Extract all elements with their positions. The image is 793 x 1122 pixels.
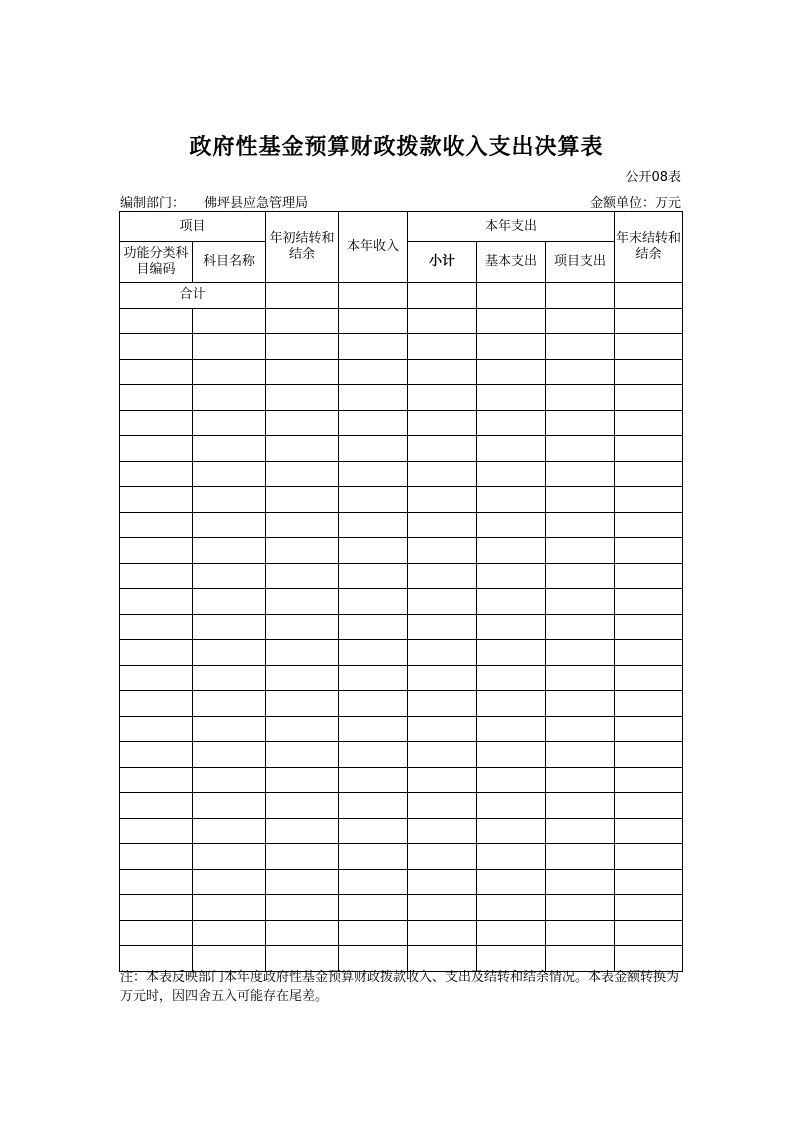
table-cell [120, 716, 193, 742]
table-cell [477, 716, 546, 742]
table-cell [266, 869, 339, 895]
table-cell [339, 538, 408, 564]
table-cell [546, 844, 615, 870]
table-cell [615, 844, 683, 870]
table-row [120, 665, 683, 691]
table-cell [120, 334, 193, 360]
table-cell [546, 436, 615, 462]
table-row [120, 334, 683, 360]
department-label: 编制部门： [120, 196, 186, 211]
table-cell [546, 589, 615, 615]
amount-unit: 金额单位：万元 [589, 196, 681, 211]
header-basic-expense: 基本支出 [477, 242, 546, 283]
header-project: 项目 [120, 212, 266, 242]
table-cell [193, 869, 266, 895]
table-cell [546, 869, 615, 895]
table-cell [408, 512, 477, 538]
table-cell [477, 793, 546, 819]
table-cell [266, 767, 339, 793]
table-cell [477, 436, 546, 462]
table-cell [193, 563, 266, 589]
table-cell [615, 614, 683, 640]
table-cell [339, 512, 408, 538]
table-cell [120, 844, 193, 870]
table-cell [266, 640, 339, 666]
table-cell [408, 589, 477, 615]
table-cell [193, 742, 266, 768]
table-cell [408, 563, 477, 589]
table-cell [408, 385, 477, 411]
table-cell [120, 538, 193, 564]
table-cell [193, 359, 266, 385]
table-cell [477, 665, 546, 691]
table-cell [615, 869, 683, 895]
table-cell [339, 869, 408, 895]
table-cell [615, 920, 683, 946]
table-cell [615, 589, 683, 615]
table-cell [477, 895, 546, 921]
table-cell [120, 920, 193, 946]
table-cell [193, 920, 266, 946]
table-row [120, 640, 683, 666]
table-cell [408, 461, 477, 487]
table-cell [120, 461, 193, 487]
table-cell [477, 742, 546, 768]
header-subtotal: 小计 [408, 242, 477, 283]
table-cell [615, 385, 683, 411]
table-cell [339, 614, 408, 640]
table-cell [477, 334, 546, 360]
table-row [120, 818, 683, 844]
table-cell [477, 920, 546, 946]
table-cell [546, 793, 615, 819]
table-row [120, 869, 683, 895]
table-cell [546, 385, 615, 411]
table-cell [477, 589, 546, 615]
table-cell [193, 793, 266, 819]
table-cell [546, 359, 615, 385]
table-cell [266, 895, 339, 921]
table-cell [408, 665, 477, 691]
table-cell [546, 512, 615, 538]
table-cell [477, 563, 546, 589]
header-begin-balance: 年初结转和结余 [266, 212, 339, 283]
table-cell [266, 614, 339, 640]
table-cell [477, 461, 546, 487]
table-cell [120, 512, 193, 538]
table-cell [193, 716, 266, 742]
page-title: 政府性基金预算财政拨款收入支出决算表 [189, 135, 604, 160]
table-cell [477, 614, 546, 640]
table-cell [193, 895, 266, 921]
table-cell [193, 512, 266, 538]
table-row [120, 385, 683, 411]
table-cell [546, 742, 615, 768]
table-cell [408, 793, 477, 819]
table-cell [266, 844, 339, 870]
table-cell [120, 436, 193, 462]
table-cell [193, 589, 266, 615]
fund-budget-table [119, 211, 683, 972]
table-cell [615, 691, 683, 717]
table-cell [193, 691, 266, 717]
table-cell [339, 895, 408, 921]
table-cell [266, 410, 339, 436]
table-cell [339, 487, 408, 513]
table-cell [408, 767, 477, 793]
table-cell [193, 334, 266, 360]
table-row [120, 308, 683, 334]
table-cell [339, 665, 408, 691]
table-cell [477, 767, 546, 793]
table-cell [120, 563, 193, 589]
table-cell [266, 385, 339, 411]
table-cell [546, 614, 615, 640]
table-cell [615, 793, 683, 819]
table-cell [546, 895, 615, 921]
table-cell [615, 308, 683, 334]
header-project-expense: 项目支出 [546, 242, 615, 283]
table-cell [120, 640, 193, 666]
table-cell [408, 844, 477, 870]
table-cell [266, 716, 339, 742]
table-cell [408, 538, 477, 564]
form-number: 公开08表 [625, 170, 681, 185]
table-cell [546, 461, 615, 487]
table-cell [615, 512, 683, 538]
table-cell [615, 410, 683, 436]
table-cell [408, 869, 477, 895]
table-cell [408, 691, 477, 717]
table-cell [408, 716, 477, 742]
table-cell [339, 767, 408, 793]
table-cell [477, 512, 546, 538]
table-row [120, 410, 683, 436]
total-cell [477, 283, 546, 309]
table-row [120, 461, 683, 487]
total-cell [339, 283, 408, 309]
table-cell [120, 385, 193, 411]
table-cell [120, 691, 193, 717]
table-cell [193, 461, 266, 487]
table-cell [546, 538, 615, 564]
table-cell [193, 767, 266, 793]
table-cell [120, 614, 193, 640]
table-cell [477, 385, 546, 411]
table-cell [193, 436, 266, 462]
table-cell [339, 461, 408, 487]
table-cell [477, 487, 546, 513]
header-end-balance: 年末结转和结余 [615, 212, 683, 283]
table-cell [120, 793, 193, 819]
table-cell [546, 920, 615, 946]
table-cell [615, 716, 683, 742]
table-cell [408, 359, 477, 385]
table-cell [266, 818, 339, 844]
total-row [120, 283, 683, 309]
table-cell [408, 436, 477, 462]
department-name: 佛坪县应急管理局 [204, 196, 309, 211]
total-label: 合计 [120, 283, 266, 309]
header-income: 本年收入 [339, 212, 408, 283]
table-cell [408, 920, 477, 946]
table-cell [120, 359, 193, 385]
table-row [120, 920, 683, 946]
table-cell [339, 589, 408, 615]
table-cell [120, 742, 193, 768]
table-cell [266, 308, 339, 334]
table-cell [193, 614, 266, 640]
table-cell [339, 818, 408, 844]
table-cell [266, 563, 339, 589]
table-row [120, 538, 683, 564]
table-note: 注：本表反映部门本年度政府性基金预算财政拨款收入、支出及结转和结余情况。本表金额转换为万元时，因四舍五入可能存在尾差。 [120, 970, 680, 1004]
table-row [120, 487, 683, 513]
table-cell [477, 691, 546, 717]
table-cell [266, 461, 339, 487]
table-row [120, 767, 683, 793]
table-row [120, 895, 683, 921]
table-cell [120, 308, 193, 334]
table-cell [546, 334, 615, 360]
table-cell [120, 589, 193, 615]
table-cell [477, 869, 546, 895]
table-cell [615, 487, 683, 513]
table-cell [266, 512, 339, 538]
table-cell [546, 563, 615, 589]
table-cell [546, 410, 615, 436]
table-row [120, 742, 683, 768]
table-cell [546, 716, 615, 742]
table-cell [339, 308, 408, 334]
table-cell [546, 691, 615, 717]
table-cell [615, 563, 683, 589]
table-cell [266, 487, 339, 513]
table-cell [193, 538, 266, 564]
table-cell [477, 640, 546, 666]
table-cell [615, 461, 683, 487]
table-cell [615, 640, 683, 666]
table-cell [120, 410, 193, 436]
table-cell [339, 640, 408, 666]
table-cell [615, 334, 683, 360]
table-cell [266, 359, 339, 385]
table-cell [193, 487, 266, 513]
table-cell [546, 767, 615, 793]
total-cell [615, 283, 683, 309]
table-cell [339, 410, 408, 436]
table-cell [615, 436, 683, 462]
table-cell [546, 308, 615, 334]
table-cell [477, 410, 546, 436]
table-cell [615, 895, 683, 921]
table-cell [266, 436, 339, 462]
table-cell [546, 640, 615, 666]
header-func-code: 功能分类科目编码 [120, 242, 193, 283]
table-cell [546, 665, 615, 691]
table-cell [408, 308, 477, 334]
table-row [120, 691, 683, 717]
table-cell [339, 716, 408, 742]
table-cell [546, 487, 615, 513]
table-cell [408, 334, 477, 360]
table-cell [339, 691, 408, 717]
table-row [120, 589, 683, 615]
table-cell [408, 818, 477, 844]
table-cell [339, 385, 408, 411]
table-cell [266, 665, 339, 691]
table-cell [266, 793, 339, 819]
table-cell [120, 767, 193, 793]
table-cell [477, 818, 546, 844]
table-cell [266, 920, 339, 946]
table-cell [193, 818, 266, 844]
table-cell [120, 818, 193, 844]
table-cell [266, 334, 339, 360]
table-cell [408, 742, 477, 768]
table-cell [477, 538, 546, 564]
table-cell [339, 742, 408, 768]
table-cell [408, 640, 477, 666]
table-cell [546, 818, 615, 844]
table-cell [120, 487, 193, 513]
table-cell [339, 334, 408, 360]
table-cell [339, 436, 408, 462]
table-row [120, 563, 683, 589]
header-expense: 本年支出 [408, 212, 615, 242]
table-cell [477, 844, 546, 870]
table-cell [193, 308, 266, 334]
table-cell [193, 410, 266, 436]
table-cell [339, 793, 408, 819]
table-cell [193, 640, 266, 666]
table-cell [120, 665, 193, 691]
table-row [120, 614, 683, 640]
table-cell [408, 410, 477, 436]
table-cell [120, 869, 193, 895]
table-cell [266, 691, 339, 717]
table-cell [266, 742, 339, 768]
table-row [120, 716, 683, 742]
table-cell [193, 665, 266, 691]
table-cell [477, 308, 546, 334]
table-cell [408, 895, 477, 921]
table-cell [615, 767, 683, 793]
table-row [120, 844, 683, 870]
table-cell [120, 895, 193, 921]
table-row [120, 793, 683, 819]
table-row [120, 512, 683, 538]
table-cell [193, 385, 266, 411]
table-cell [408, 614, 477, 640]
table-row [120, 436, 683, 462]
header-subject-name: 科目名称 [193, 242, 266, 283]
total-cell [546, 283, 615, 309]
table-cell [615, 742, 683, 768]
table-cell [339, 844, 408, 870]
table-cell [615, 818, 683, 844]
table-row [120, 359, 683, 385]
total-cell [408, 283, 477, 309]
table-cell [266, 538, 339, 564]
table-cell [615, 359, 683, 385]
table-cell [615, 538, 683, 564]
table-cell [477, 359, 546, 385]
table-cell [339, 920, 408, 946]
table-cell [615, 665, 683, 691]
total-cell [266, 283, 339, 309]
table-cell [339, 563, 408, 589]
table-cell [193, 844, 266, 870]
table-cell [266, 589, 339, 615]
table-cell [339, 359, 408, 385]
table-cell [408, 487, 477, 513]
